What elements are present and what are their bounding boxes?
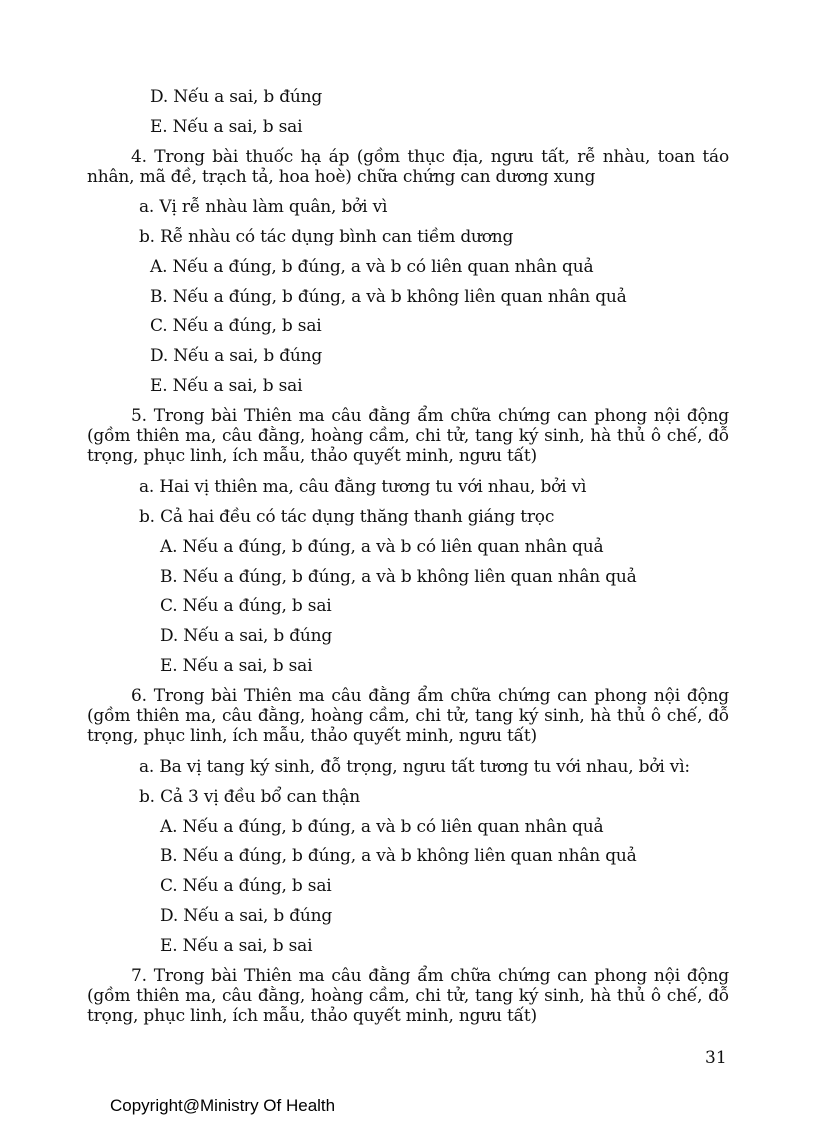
q6-option-c: C. Nếu a đúng, b sai: [160, 876, 332, 896]
q6-statement-b: b. Cả 3 vị đều bổ can thận: [139, 787, 360, 807]
q6-option-a: A. Nếu a đúng, b đúng, a và b có liên quan nhân quả: [160, 817, 604, 837]
q5-stem: 5. Trong bài Thiên ma câu đằng ẩm chữa chứng can phong nội động (gồm thiên ma, câu đằng, hoàng cầm, chi tử, tang ký sinh, hà thủ ô chế, đỗ trọng, phục linh, ích mẫu, thảo quyết minh, ngưu tất): [87, 406, 729, 466]
q3-option-e: E. Nếu a sai, b sai: [150, 117, 303, 137]
q6-option-b: B. Nếu a đúng, b đúng, a và b không liên quan nhân quả: [160, 846, 637, 866]
q4-option-b: B. Nếu a đúng, b đúng, a và b không liên quan nhân quả: [150, 287, 627, 307]
q5-option-c: C. Nếu a đúng, b sai: [160, 596, 332, 616]
q7-stem: 7. Trong bài Thiên ma câu đằng ẩm chữa chứng can phong nội động (gồm thiên ma, câu đằng, hoàng cầm, chi tử, tang ký sinh, hà thủ ô chế, đỗ trọng, phục linh, ích mẫu, thảo quyết minh, ngưu tất): [87, 966, 729, 1026]
q5-statement-a: a. Hai vị thiên ma, câu đằng tương tu với nhau, bởi vì: [139, 477, 587, 497]
q4-option-e: E. Nếu a sai, b sai: [150, 376, 303, 396]
q5-statement-b: b. Cả hai đều có tác dụng thăng thanh giáng trọc: [139, 507, 555, 527]
q3-option-d: D. Nếu a sai, b đúng: [150, 87, 323, 107]
q5-option-a: A. Nếu a đúng, b đúng, a và b có liên quan nhân quả: [160, 537, 604, 557]
q4-option-d: D. Nếu a sai, b đúng: [150, 346, 323, 366]
q5-option-b: B. Nếu a đúng, b đúng, a và b không liên quan nhân quả: [160, 567, 637, 587]
q6-option-e: E. Nếu a sai, b sai: [160, 936, 313, 956]
q4-option-a: A. Nếu a đúng, b đúng, a và b có liên quan nhân quả: [150, 257, 594, 277]
q4-stem: 4. Trong bài thuốc hạ áp (gồm thục địa, ngưu tất, rễ nhàu, toan táo nhân, mã đề, trạch tả, hoa hoè) chữa chứng can dương xung: [87, 147, 729, 187]
page-number: 31: [705, 1048, 727, 1068]
copyright-notice: Copyright@Ministry Of Health: [110, 1096, 336, 1115]
q6-option-d: D. Nếu a sai, b đúng: [160, 906, 333, 926]
q4-statement-a: a. Vị rễ nhàu làm quân, bởi vì: [139, 197, 388, 217]
q5-option-d: D. Nếu a sai, b đúng: [160, 626, 333, 646]
q4-option-c: C. Nếu a đúng, b sai: [150, 316, 322, 336]
q6-stem: 6. Trong bài Thiên ma câu đằng ẩm chữa chứng can phong nội động (gồm thiên ma, câu đằng, hoàng cầm, chi tử, tang ký sinh, hà thủ ô chế, đỗ trọng, phục linh, ích mẫu, thảo quyết minh, ngưu tất): [87, 686, 729, 746]
q5-option-e: E. Nếu a sai, b sai: [160, 656, 313, 676]
q4-statement-b: b. Rễ nhàu có tác dụng bình can tiềm dương: [139, 227, 514, 247]
q6-statement-a: a. Ba vị tang ký sinh, đỗ trọng, ngưu tất tương tu với nhau, bởi vì:: [139, 757, 690, 777]
